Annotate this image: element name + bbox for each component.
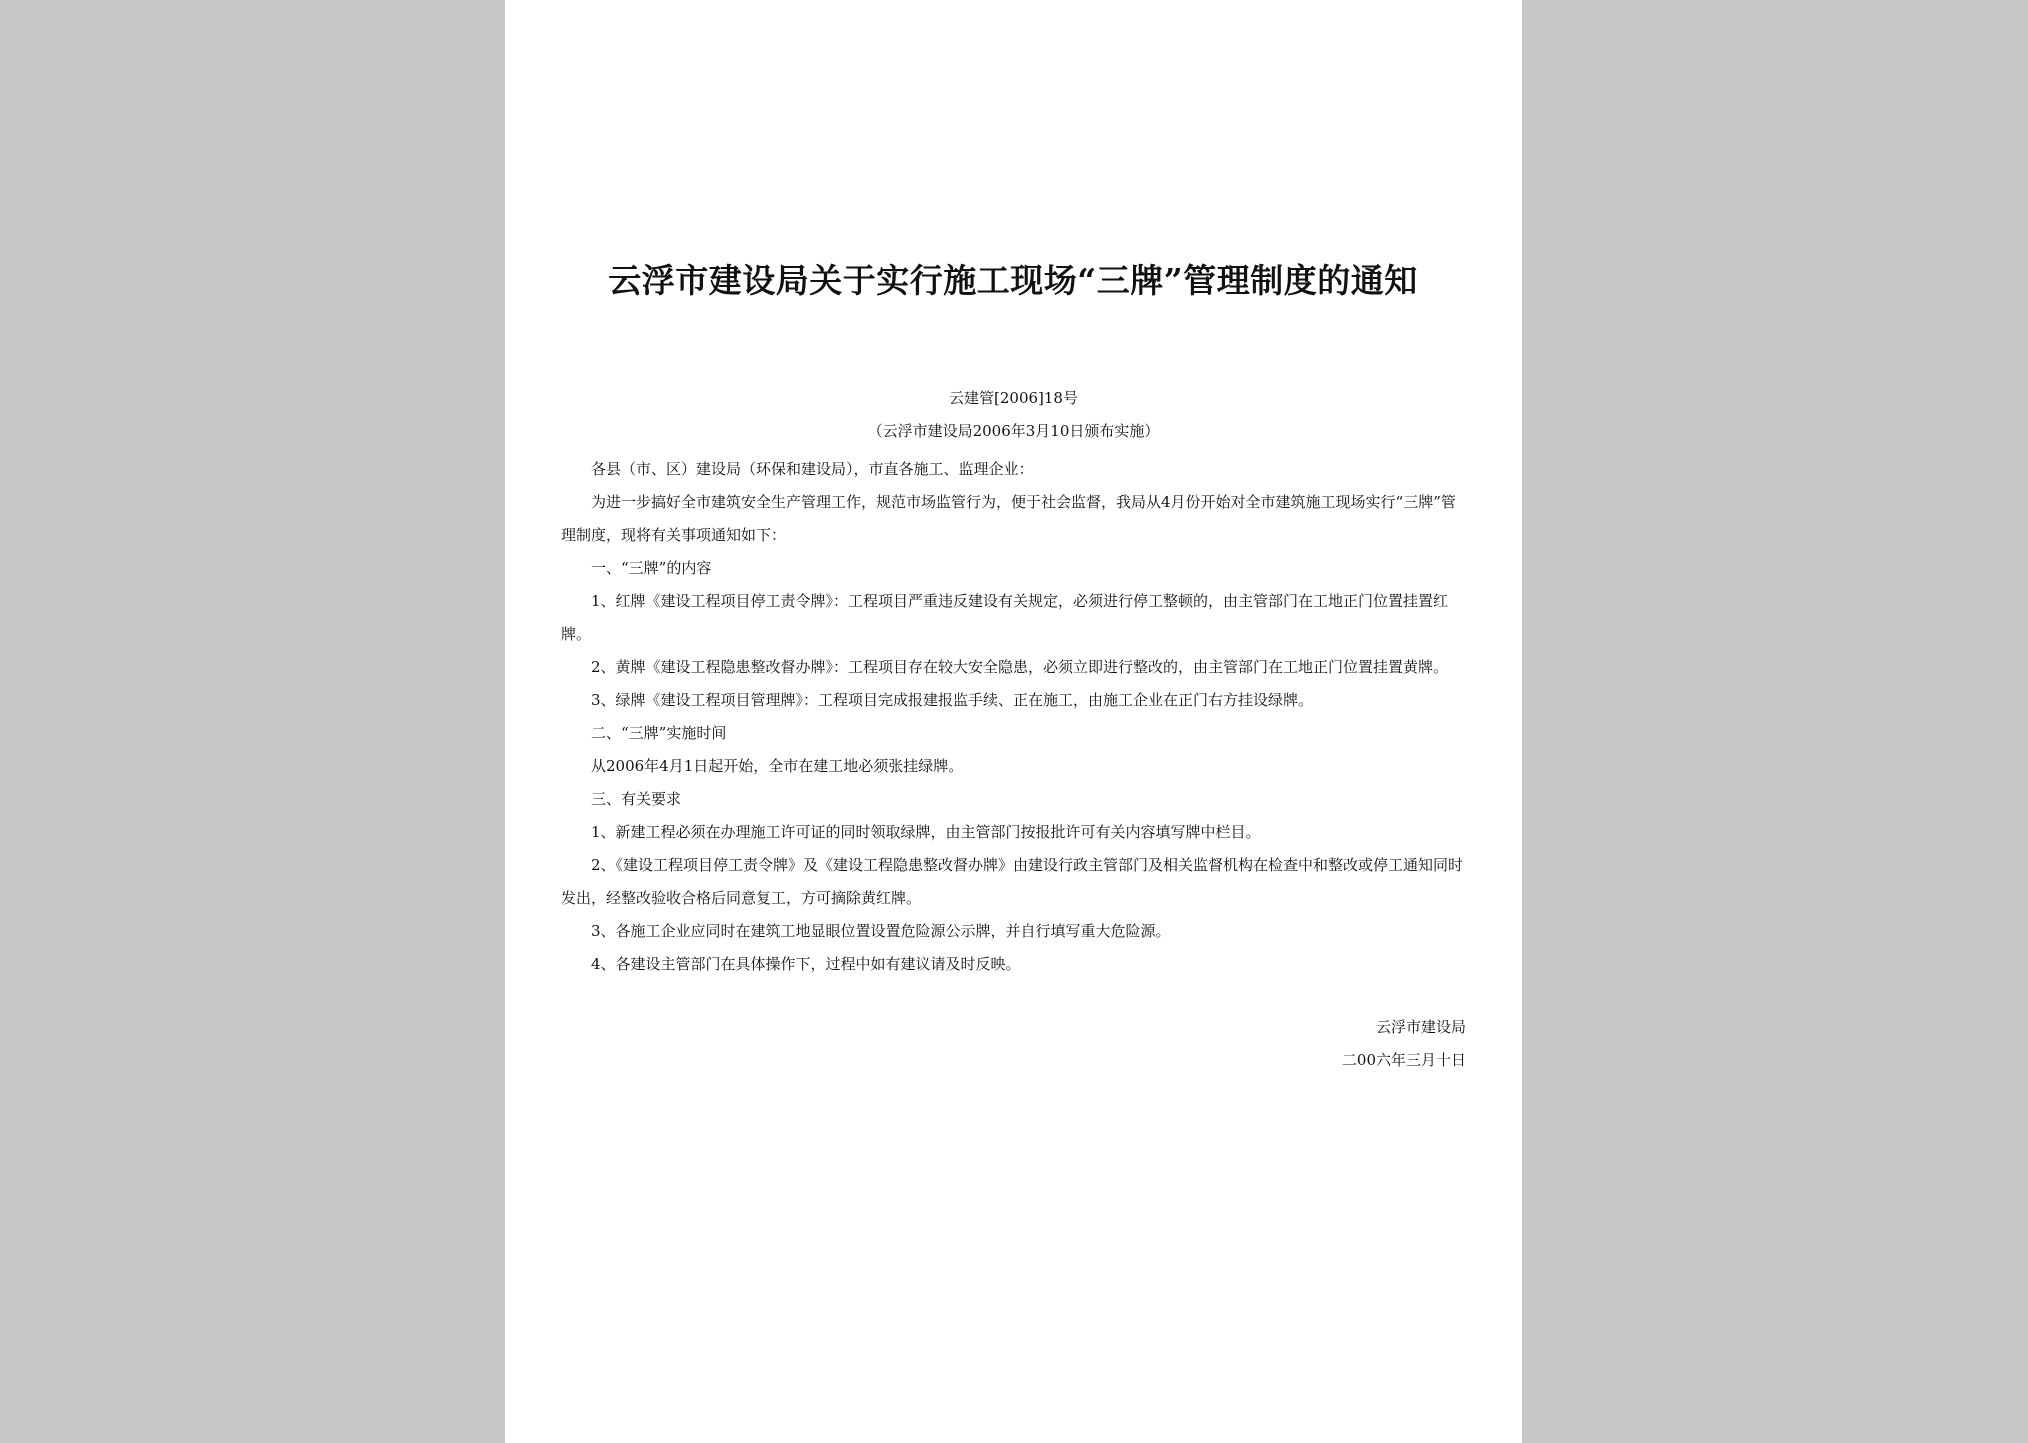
item-yellow-card: 2、黄牌《建设工程隐患整改督办牌》：工程项目存在较大安全隐患，必须立即进行整改的，由主管部门在工地正门位置挂置黄牌。 (591, 658, 1449, 676)
section-heading-requirements: 三、有关要求 (591, 790, 682, 808)
document-title: 云浮市建设局关于实行施工现场“三牌”管理制度的通知 (608, 261, 1418, 300)
requirement-1: 1、新建工程必须在办理施工许可证的同时领取绿牌，由主管部门按报批许可有关内容填写牌中栏目。 (591, 823, 1261, 841)
item-red-card: 1、红牌《建设工程项目停工责令牌》：工程项目严重违反建设有关规定，必须进行停工整顿的，由主管部门在工地正门位置挂置红牌。 (561, 592, 1449, 643)
issued-note: （云浮市建设局2006年3月10日颁布实施） (867, 422, 1160, 440)
salutation: 各县（市、区）建设局（环保和建设局），市直各施工、监理企业： (591, 460, 1034, 478)
section-heading-time: 二、“三牌”实施时间 (591, 724, 727, 742)
document-page (505, 0, 1522, 1443)
requirement-3: 3、各施工企业应同时在建筑工地显眼位置设置危险源公示牌，并自行填写重大危险源。 (591, 922, 1171, 940)
requirement-2: 2、《建设工程项目停工责令牌》及《建设工程隐患整改督办牌》由建设行政主管部门及相关监督机构在检查中和整改或停工通知同时发出，经整改验收合格后同意复工，方可摘除黄红牌。 (561, 856, 1464, 907)
implementation-date: 从2006年4月1日起开始，全市在建工地必须张挂绿牌。 (591, 757, 964, 775)
item-green-card: 3、绿牌《建设工程项目管理牌》：工程项目完成报建报监手续、正在施工，由施工企业在正门右方挂设绿牌。 (591, 691, 1314, 709)
intro-paragraph: 为进一步搞好全市建筑安全生产管理工作，规范市场监管行为，便于社会监督，我局从4月份开始对全市建筑施工现场实行“三牌”管理制度，现将有关事项通知如下： (561, 493, 1456, 544)
document-body (561, 453, 1466, 981)
signature-issuer: 云浮市建设局 (1375, 1018, 1466, 1036)
signature-date: 二00六年三月十日 (1341, 1051, 1466, 1069)
document-number: 云建管[2006]18号 (949, 389, 1078, 407)
requirement-4: 4、各建设主管部门在具体操作下，过程中如有建议请及时反映。 (591, 955, 1021, 973)
section-heading-content: 一、“三牌”的内容 (591, 559, 712, 577)
signature-block (561, 1011, 1466, 1077)
